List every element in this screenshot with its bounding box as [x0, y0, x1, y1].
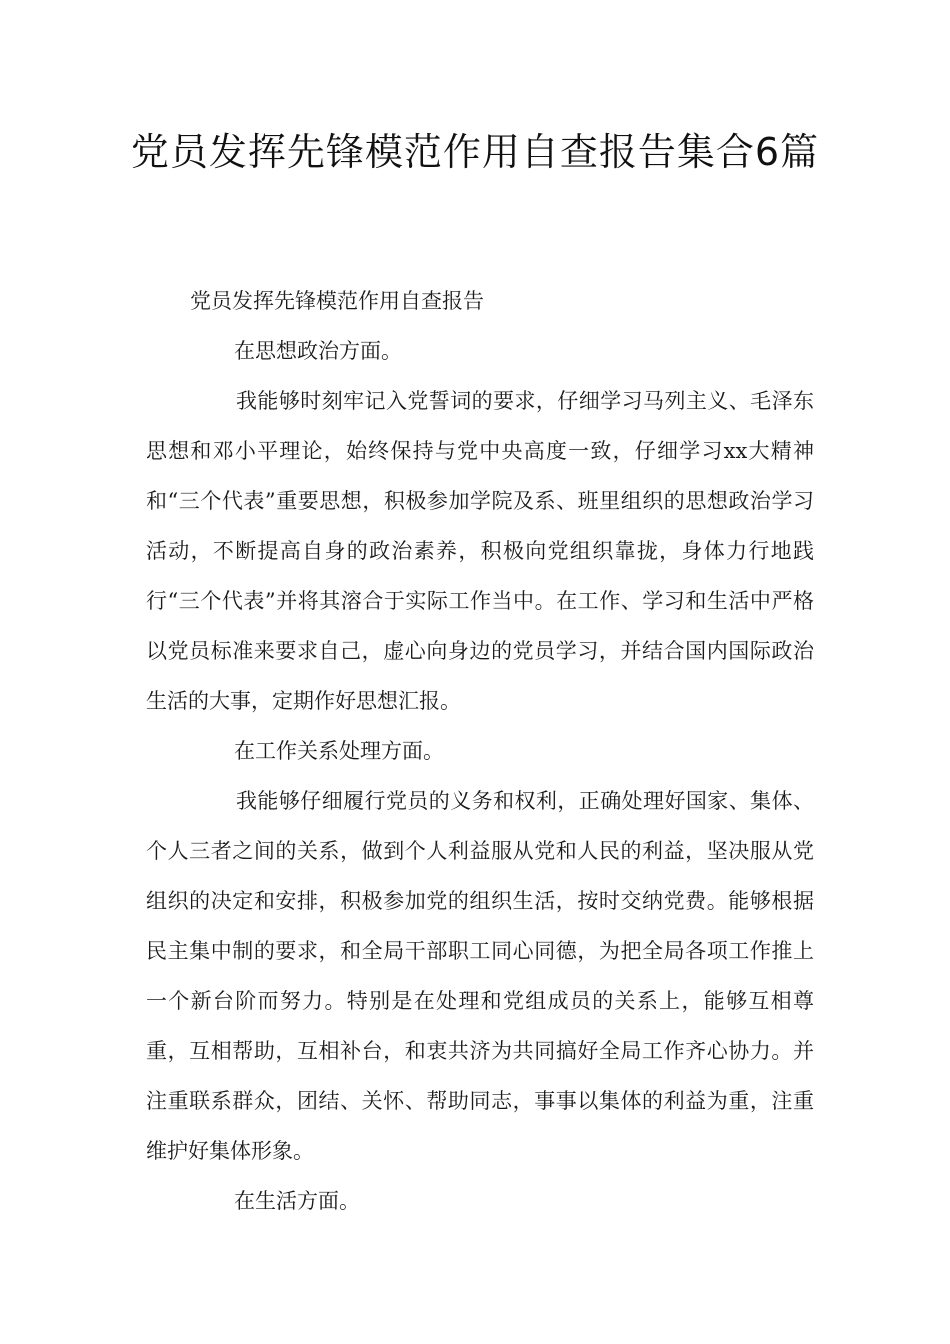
- section-paragraph-political: 我能够时刻牢记入党誓词的要求，仔细学习马列主义、毛泽东思想和邓小平理论，始终保持与党中央高度一致，仔细学习xx大精神和“三个代表”重要思想，积极参加学院及系、班里组织的思想政治学习活动，不断提高自身的政治素养，积极向党组织靠拢，身体力行地践行“三个代表”并将其溶合于实际工作当中。在工作、学习和生活中严格以党员标准来要求自己，虚心向身边的党员学习，并结合国内国际政治生活的大事，定期作好思想汇报。: [146, 389, 814, 713]
- section-paragraph-work-relations: 我能够仔细履行党员的义务和权利，正确处理好国家、集体、个人三者之间的关系，做到个人利益服从党和人民的利益，坚决服从党组织的决定和安排，积极参加党的组织生活，按时交纳党费。能够根据民主集中制的要求，和全局干部职工同心同德，为把全局各项工作推上一个新台阶而努力。特别是在处理和党组成员的关系上，能够互相尊重，互相帮助，互相补台，和衷共济为共同搞好全局工作齐心协力。并注重联系群众，团结、关怀、帮助同志，事事以集体的利益为重，注重维护好集体形象。: [146, 789, 814, 1163]
- section-heading-political: 在思想政治方面。: [234, 339, 402, 363]
- document-title: 党员发挥先锋模范作用自查报告集合6篇: [130, 130, 820, 174]
- document-body: [146, 276, 814, 1226]
- section-heading-life: 在生活方面。: [234, 1189, 360, 1213]
- report-subtitle: 党员发挥先锋模范作用自查报告: [190, 289, 484, 313]
- section-heading-work-relations: 在工作关系处理方面。: [234, 739, 444, 763]
